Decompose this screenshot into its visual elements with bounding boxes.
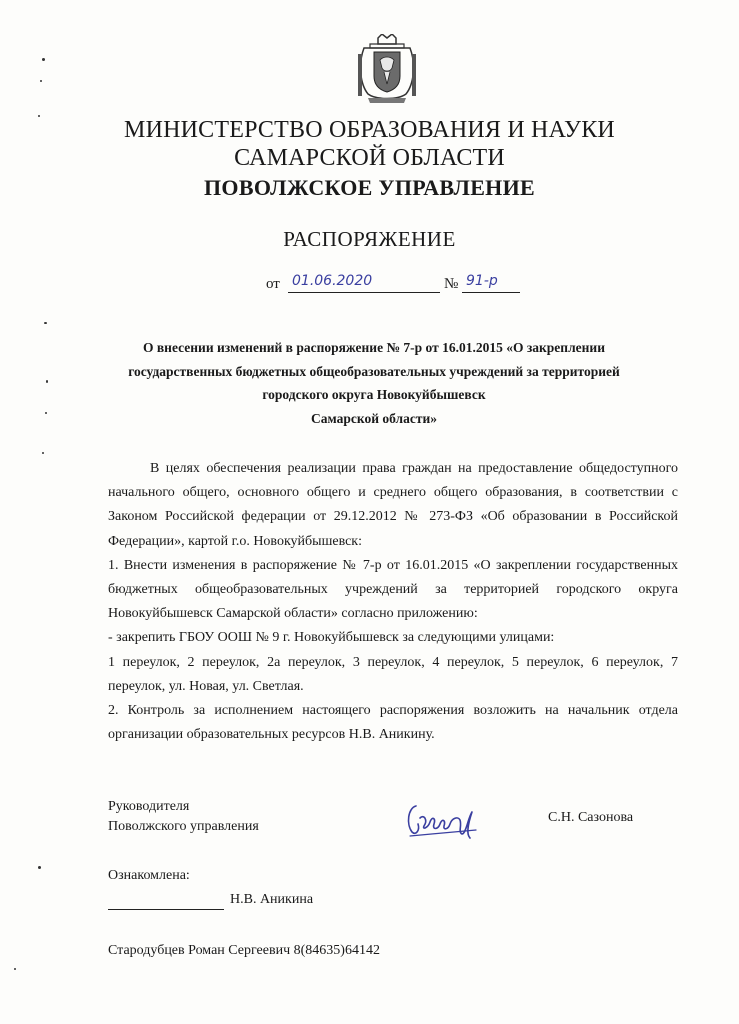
scan-speck [46, 380, 48, 383]
date-value: 01.06.2020 [288, 272, 440, 293]
ministry-line-2: САМАРСКОЙ ОБЛАСТИ [234, 145, 505, 171]
scan-speck [38, 866, 41, 869]
signatory-name: С.Н. Сазонова [548, 810, 634, 825]
item-1-paragraph: 1. Внести изменения в распоряжение № 7-р от 16.01.2015 «О закреплении государственных бюджетных общеобразовательных учреждений за территорией городского округа Новокуйбышевск Самарской области» согласно приложению: [108, 557, 678, 622]
streets-paragraph: 1 переулок, 2 переулок, 2а переулок, 3 переулок, 4 переулок, 5 переулок, 6 переулок, 7 переулок, ул. Новая, ул. Светлая. [108, 654, 678, 694]
scan-speck [14, 968, 16, 970]
ministry-title [0, 116, 739, 172]
position-line-2: Поволжского управления [108, 819, 259, 834]
scan-speck [40, 80, 42, 82]
acknowledgement-signature-line [108, 909, 224, 910]
signatory-position [108, 797, 259, 837]
date-number-line [266, 272, 566, 296]
scan-speck [42, 452, 44, 454]
ministry-line-1: МИНИСТЕРСТВО ОБРАЗОВАНИЯ И НАУКИ [124, 117, 615, 143]
document-body [108, 457, 678, 747]
scan-speck [45, 412, 47, 414]
scan-speck [42, 58, 45, 61]
subject-line-1: О внесении изменений в распоряжение № 7-р от 16.01.2015 «О закреплении [143, 340, 605, 355]
document-type: РАСПОРЯЖЕНИЕ [283, 227, 456, 251]
scan-speck [44, 322, 47, 324]
item-2-paragraph: 2. Контроль за исполнением настоящего распоряжения возложить на начальник отдела организации образовательных ресурсов Н.В. Аникину. [108, 703, 678, 743]
executor-contact: Стародубцев Роман Сергеевич 8(84635)64142 [108, 943, 380, 958]
acknowledgement-name: Н.В. Аникина [230, 892, 314, 907]
scan-speck [38, 115, 40, 117]
document-subject [118, 336, 630, 430]
date-label: от [266, 276, 280, 292]
subject-line-2: государственных бюджетных общеобразовательных учреждений за территорией [128, 363, 620, 379]
position-line-1: Руководителя [108, 799, 190, 814]
intro-paragraph: В целях обеспечения реализации права граждан на предоставление общедоступного начального общего, основного общего и среднего общего образования, в соответствии с Законом Российской федерации от 29.12.2012 № 273-ФЗ «Об образовании в Российской Федерации», картой г.о. Новокуйбышевск: [108, 461, 678, 549]
samara-coat-of-arms-icon [356, 34, 418, 104]
number-label: № [444, 276, 459, 292]
department-title: ПОВОЛЖСКОЕ УПРАВЛЕНИЕ [204, 175, 535, 200]
item-1-sub-paragraph: - закрепить ГБОУ ООШ № 9 г. Новокуйбышевск за следующими улицами: [108, 630, 555, 646]
subject-line-3: городского округа Новокуйбышевск [262, 387, 486, 402]
number-value: 91-р [462, 272, 520, 293]
subject-line-4: Самарской области» [311, 410, 437, 426]
acknowledgement-label: Ознакомлена: [108, 868, 190, 883]
handwritten-signature-icon [402, 798, 484, 840]
